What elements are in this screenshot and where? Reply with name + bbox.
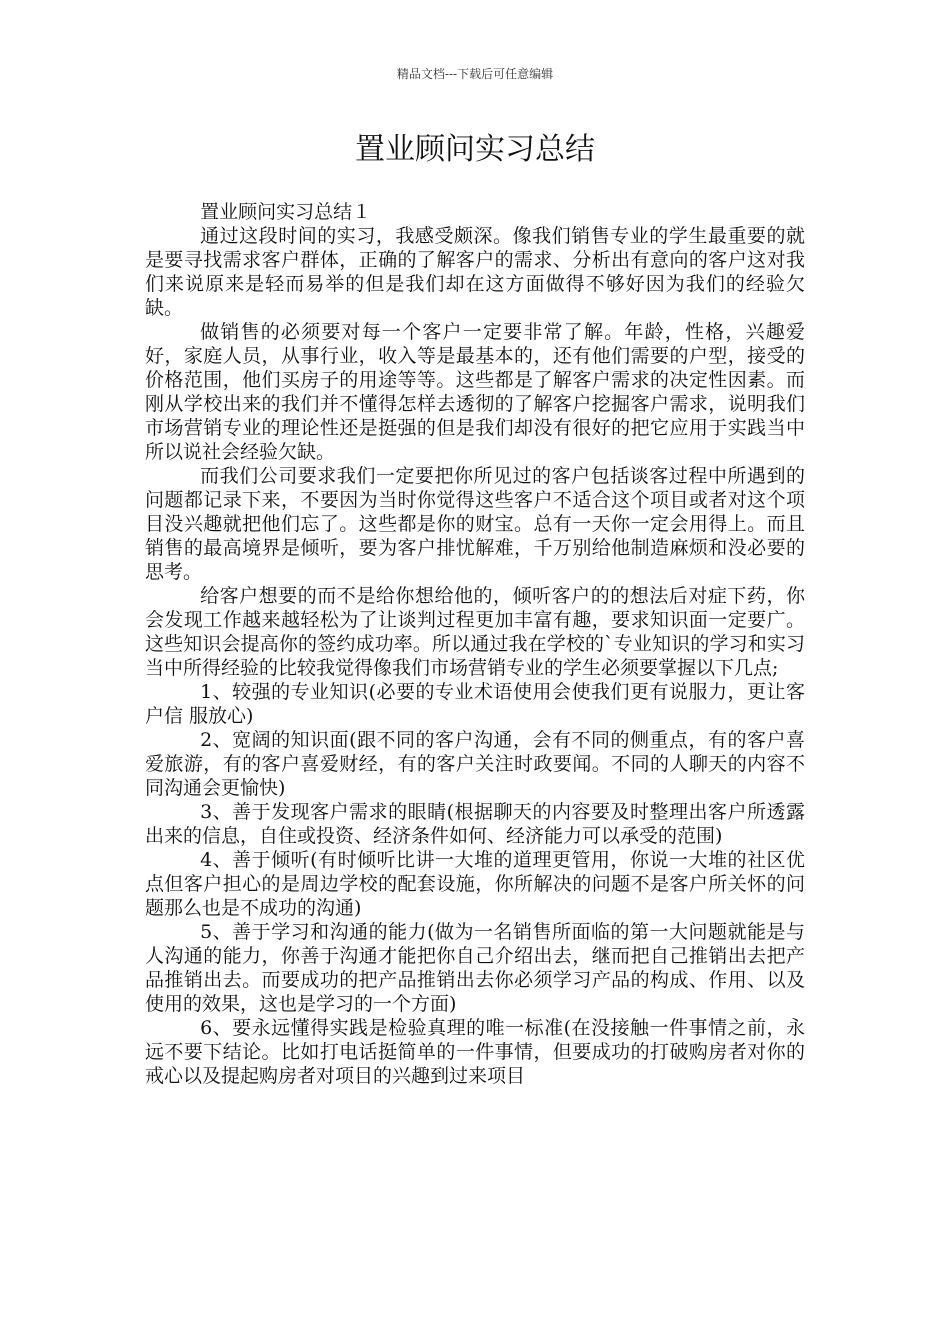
- list-item-6: 6、要永远懂得实践是检验真理的唯一标准(在没接触一件事情之前，永远不要下结论。比如打电话挺简单的一件事情，但要成功的打破购房者对你的戒心以及提起购房者对项目的兴趣到过来项目: [145, 1017, 805, 1087]
- paragraph-2: 做销售的必须要对每一个客户一定要非常了解。年龄，性格，兴趣爱好，家庭人员，从事行业，收入等是最基本的，还有他们需要的户型，接受的价格范围，他们买房子的用途等等。这些都是了解客户需求的决定性因素。而刚从学校出来的我们并不懂得怎样去透彻的了解客户挖掘客户需求，说明我们市场营销专业的理论性还是挺强的但是我们却没有很好的把它应用于实践当中所以说社会经验欠缺。: [145, 321, 805, 463]
- paragraph-4: 给客户想要的而不是给你想给他的，倾听客户的的想法后对症下药，你会发现工作越来越轻松为了让谈判过程更加丰富有趣，要求知识面一定要广。这些知识会提高你的签约成功率。所以通过我在学校的`专业知识的学习和实习当中所得经验的比较我觉得像我们市场营销专业的学生必须要掌握以下几点;: [145, 585, 805, 679]
- document-body: [145, 200, 805, 1088]
- list-item-3: 3、善于发现客户需求的眼睛(根据聊天的内容要及时整理出客户所透露出来的信息，自住或投资、经济条件如何、经济能力可以承受的范围): [145, 801, 805, 847]
- list-item-4: 4、善于倾听(有时倾听比讲一大堆的道理更管用，你说一大堆的社区优点但客户担心的是周边学校的配套设施，你所解决的问题不是客户所关怀的问题那么也是不成功的沟通): [145, 849, 805, 919]
- section-subtitle: 置业顾问实习总结１: [200, 201, 372, 223]
- paragraph-1: 通过这段时间的实习，我感受颇深。像我们销售专业的学生最重要的就是要寻找需求客户群体，正确的了解客户的需求、分析出有意向的客户这对我们来说原来是轻而易举的但是我们却在这方面做得不够好因为我们的经验欠缺。: [145, 225, 805, 319]
- list-item-2: 2、宽阔的知识面(跟不同的客户沟通，会有不同的侧重点，有的客户喜爱旅游，有的客户喜爱财经，有的客户关注时政要闻。不同的人聊天的内容不同沟通会更愉快): [145, 729, 805, 799]
- list-item-1: 1、较强的专业知识(必要的专业术语使用会使我们更有说服力，更让客户信 服放心): [145, 681, 805, 727]
- header-note: 精品文档---下载后可任意编辑: [396, 67, 554, 81]
- paragraph-3: 而我们公司要求我们一定要把你所见过的客户包括谈客过程中所遇到的问题都记录下来，不要因为当时你觉得这些客户不适合这个项目或者对这个项目没兴趣就把他们忘了。这些都是你的财宝。总有一天你一定会用得上。而且销售的最高境界是倾听，要为客户排忧解难，千万别给他制造麻烦和没必要的思考。: [145, 465, 805, 583]
- document-title: 置业顾问实习总结: [355, 132, 595, 167]
- list-item-5: 5、善于学习和沟通的能力(做为一名销售所面临的第一大问题就能是与人沟通的能力，你善于沟通才能把你自己介绍出去，继而把自己推销出去把产品推销出去。而要成功的把产品推销出去你必须学习产品的构成、作用、以及使用的效果，这也是学习的一个方面): [145, 921, 805, 1015]
